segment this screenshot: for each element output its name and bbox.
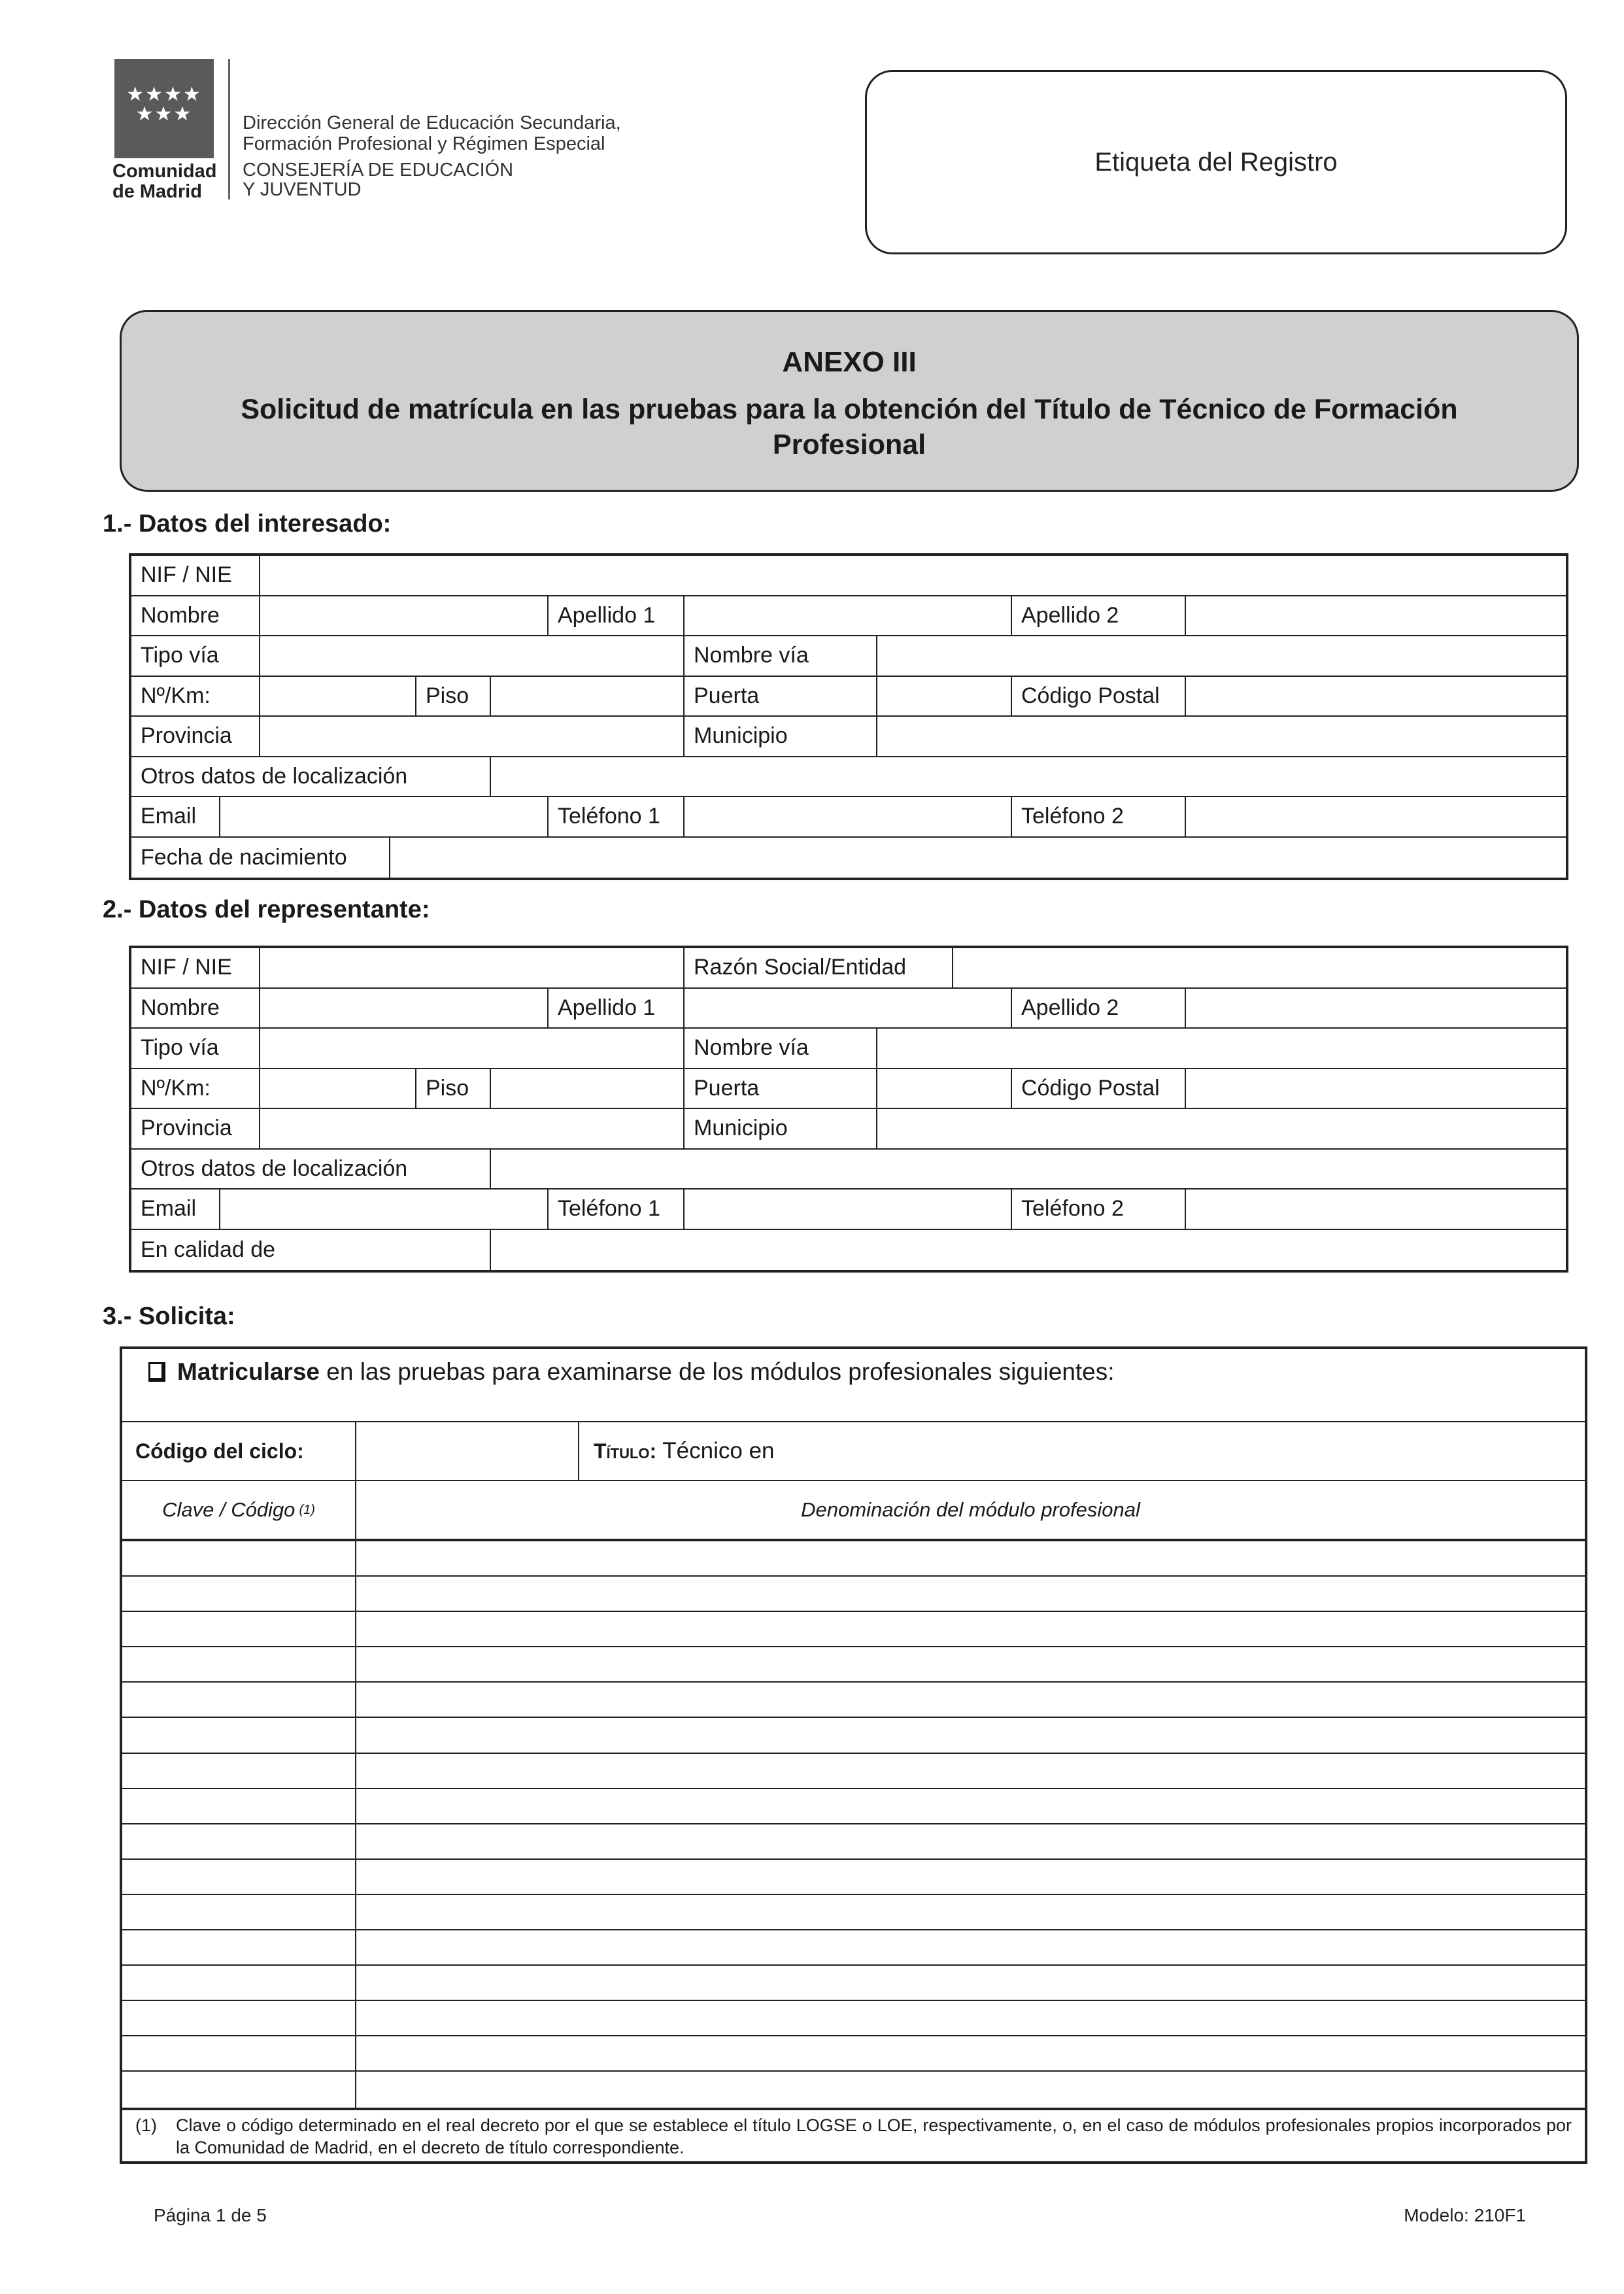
module-code-field[interactable] xyxy=(122,1683,355,1717)
label-nombre: Nombre xyxy=(141,602,220,628)
label-telefono2: Teléfono 2 xyxy=(1011,1190,1185,1229)
module-row xyxy=(122,1930,1585,1966)
footnote xyxy=(122,2108,1585,2161)
label-tipo-via: Tipo vía xyxy=(141,643,219,668)
email-field[interactable] xyxy=(219,797,547,836)
module-code-field[interactable] xyxy=(122,1789,355,1823)
en-calidad-field[interactable] xyxy=(490,1230,1566,1271)
footnote-ref: (1) xyxy=(299,1502,315,1517)
fecha-nacimiento-field[interactable] xyxy=(389,838,1566,878)
label-codigo-ciclo: Código del ciclo: xyxy=(135,1439,304,1463)
module-code-field[interactable] xyxy=(122,1895,355,1929)
label-fecha-nacimiento: Fecha de nacimiento xyxy=(141,844,347,870)
label-telefono1: Teléfono 1 xyxy=(547,797,683,836)
module-name-field[interactable] xyxy=(355,1647,1585,1681)
label-nif: NIF / NIE xyxy=(141,562,232,588)
footnote-number: (1) xyxy=(135,2115,157,2135)
label-piso: Piso xyxy=(415,677,490,716)
module-rows xyxy=(122,1541,1585,2108)
rep-num-km-field[interactable] xyxy=(259,1069,415,1108)
label-nif: NIF / NIE xyxy=(141,955,232,980)
annex-title: ANEXO III xyxy=(782,346,917,378)
label-provincia: Provincia xyxy=(141,1116,232,1141)
module-code-field[interactable] xyxy=(122,2036,355,2070)
rep-otros-field[interactable] xyxy=(490,1150,1566,1189)
module-code-field[interactable] xyxy=(122,1754,355,1788)
module-code-field[interactable] xyxy=(122,1824,355,1858)
nif-field[interactable] xyxy=(259,556,1566,595)
module-name-field[interactable] xyxy=(355,1754,1585,1788)
label-apellido1: Apellido 1 xyxy=(547,989,683,1028)
section1-heading: 1.- Datos del interesado: xyxy=(103,510,392,538)
module-name-field[interactable] xyxy=(355,1966,1585,2000)
num-km-field[interactable] xyxy=(259,677,415,716)
label-num-km: Nº/Km: xyxy=(141,1075,211,1101)
label-apellido2: Apellido 2 xyxy=(1011,989,1185,1028)
label-municipio: Municipio xyxy=(683,717,876,756)
label-en-calidad: En calidad de xyxy=(141,1237,276,1262)
rep-telefono2-field[interactable] xyxy=(1185,1190,1566,1229)
section3-heading: 3.- Solicita: xyxy=(103,1303,235,1330)
label-telefono2: Teléfono 2 xyxy=(1011,797,1185,836)
column-clave-label: Clave / Código xyxy=(162,1498,296,1521)
rep-piso-field[interactable] xyxy=(490,1069,683,1108)
module-row xyxy=(122,1577,1585,1612)
label-provincia: Provincia xyxy=(141,723,232,749)
label-puerta: Puerta xyxy=(683,1069,876,1108)
modules-table xyxy=(120,1346,1587,2164)
module-name-field[interactable] xyxy=(355,1577,1585,1611)
nombre-via-field[interactable] xyxy=(876,636,1566,676)
module-code-field[interactable] xyxy=(122,1541,355,1575)
annex-subtitle xyxy=(122,392,1577,462)
titulo-value: Técnico en xyxy=(656,1438,775,1464)
module-row xyxy=(122,1789,1585,1824)
module-row xyxy=(122,2001,1585,2036)
module-code-field[interactable] xyxy=(122,1966,355,2000)
page-number: Página 1 de 5 xyxy=(154,2205,267,2225)
module-row xyxy=(122,1612,1585,1647)
titulo-field[interactable] xyxy=(578,1422,1585,1480)
registry-label-box xyxy=(865,70,1567,254)
label-email: Email xyxy=(141,1196,197,1222)
rep-email-field[interactable] xyxy=(219,1190,547,1229)
module-name-field[interactable] xyxy=(355,2036,1585,2070)
logo-name-line1: Comunidad xyxy=(112,161,217,182)
codigo-ciclo-field[interactable] xyxy=(355,1422,578,1480)
matricularse-option[interactable] xyxy=(122,1349,1585,1422)
telefono2-field[interactable] xyxy=(1185,797,1566,836)
label-apellido2: Apellido 2 xyxy=(1011,596,1185,636)
label-nombre: Nombre xyxy=(141,995,220,1020)
module-name-field[interactable] xyxy=(355,2072,1585,2107)
annex-header xyxy=(120,310,1579,492)
matricularse-bold: Matricularse xyxy=(177,1358,320,1385)
telefono1-field[interactable] xyxy=(683,797,1011,836)
org-line2: Formación Profesional y Régimen Especial xyxy=(243,133,605,154)
matricularse-text: en las pruebas para examinarse de los módulos profesionales siguientes: xyxy=(320,1358,1115,1385)
logo-name-line2: de Madrid xyxy=(112,181,202,202)
org-line1: Dirección General de Educación Secundaria, xyxy=(243,112,621,133)
annex-subtitle-line2: Profesional xyxy=(772,429,926,460)
rep-apellido2-field[interactable] xyxy=(1185,989,1566,1028)
puerta-field[interactable] xyxy=(876,677,1011,716)
model-number: Modelo: 210F1 xyxy=(1404,2205,1526,2225)
module-name-field[interactable] xyxy=(355,1612,1585,1646)
module-name-field[interactable] xyxy=(355,1895,1585,1929)
checkbox-icon[interactable] xyxy=(148,1362,165,1382)
module-code-field[interactable] xyxy=(122,1718,355,1752)
module-name-field[interactable] xyxy=(355,1824,1585,1858)
codigo-postal-field[interactable] xyxy=(1185,677,1566,716)
apellido2-field[interactable] xyxy=(1185,596,1566,636)
rep-municipio-field[interactable] xyxy=(876,1109,1566,1148)
rep-apellido1-field[interactable] xyxy=(683,989,1011,1028)
label-piso: Piso xyxy=(415,1069,490,1108)
rep-telefono1-field[interactable] xyxy=(683,1190,1011,1229)
registry-label: Etiqueta del Registro xyxy=(1094,147,1338,177)
dept-line2: Y JUVENTUD xyxy=(243,179,362,200)
annex-subtitle-line1: Solicitud de matrícula en las pruebas para la obtención del Título de Técnico de Formación xyxy=(241,394,1458,425)
module-row xyxy=(122,1647,1585,1683)
rep-nombre-via-field[interactable] xyxy=(876,1029,1566,1068)
label-otros: Otros datos de localización xyxy=(141,763,408,789)
label-codigo-postal: Código Postal xyxy=(1011,677,1185,716)
footnote-text: Clave o código determinado en el real decreto por el que se establece el título LOGSE o LOE, respectivamente, o, en el caso de módulos profesionales propios incorporados por la Comunidad de Madrid, en el decreto de título correspondiente. xyxy=(176,2115,1572,2157)
representative-table xyxy=(129,946,1568,1273)
organization xyxy=(243,112,621,154)
label-apellido1: Apellido 1 xyxy=(547,596,683,636)
module-code-field[interactable] xyxy=(122,1930,355,1964)
section2-heading: 2.- Datos del representante: xyxy=(103,896,430,923)
module-name-field[interactable] xyxy=(355,1930,1585,1964)
module-name-field[interactable] xyxy=(355,1541,1585,1575)
label-otros: Otros datos de localización xyxy=(141,1156,408,1181)
label-nombre-via: Nombre vía xyxy=(683,1029,876,1068)
titulo-label: Título: xyxy=(594,1439,657,1463)
module-row xyxy=(122,2036,1585,2072)
dept-line1: CONSEJERÍA DE EDUCACIÓN xyxy=(243,160,514,180)
module-row xyxy=(122,2072,1585,2107)
module-row xyxy=(122,1966,1585,2001)
module-row xyxy=(122,1541,1585,1577)
module-row xyxy=(122,1683,1585,1718)
label-nombre-via: Nombre vía xyxy=(683,636,876,676)
rep-nif-field[interactable] xyxy=(259,948,683,987)
module-code-field[interactable] xyxy=(122,2001,355,2035)
rep-tipo-via-field[interactable] xyxy=(259,1029,683,1068)
logo-divider xyxy=(228,59,230,199)
logo-stars-icon: ★★★★ ★★★ xyxy=(126,84,202,125)
module-row xyxy=(122,1718,1585,1753)
rep-nombre-field[interactable] xyxy=(259,989,547,1028)
module-name-field[interactable] xyxy=(355,1789,1585,1823)
module-name-field[interactable] xyxy=(355,1860,1585,1894)
piso-field[interactable] xyxy=(490,677,683,716)
label-municipio: Municipio xyxy=(683,1109,876,1148)
razon-social-field[interactable] xyxy=(952,948,1566,987)
module-code-field[interactable] xyxy=(122,1577,355,1611)
module-row xyxy=(122,1895,1585,1930)
label-email: Email xyxy=(141,804,197,829)
provincia-field[interactable] xyxy=(259,717,683,756)
module-name-field[interactable] xyxy=(355,1683,1585,1717)
label-puerta: Puerta xyxy=(683,677,876,716)
module-code-field[interactable] xyxy=(122,1860,355,1894)
label-razon-social: Razón Social/Entidad xyxy=(683,948,952,987)
column-denominacion: Denominación del módulo profesional xyxy=(355,1481,1585,1539)
module-name-field[interactable] xyxy=(355,2001,1585,2035)
module-code-field[interactable] xyxy=(122,1647,355,1681)
module-code-field[interactable] xyxy=(122,2072,355,2107)
module-name-field[interactable] xyxy=(355,1718,1585,1752)
label-telefono1: Teléfono 1 xyxy=(547,1190,683,1229)
applicant-table xyxy=(129,553,1568,880)
apellido1-field[interactable] xyxy=(683,596,1011,636)
department xyxy=(243,160,513,199)
rep-codigo-postal-field[interactable] xyxy=(1185,1069,1566,1108)
label-codigo-postal: Código Postal xyxy=(1011,1069,1185,1108)
nombre-field[interactable] xyxy=(259,596,547,636)
label-num-km: Nº/Km: xyxy=(141,683,211,708)
module-row xyxy=(122,1824,1585,1860)
rep-puerta-field[interactable] xyxy=(876,1069,1011,1108)
label-tipo-via: Tipo vía xyxy=(141,1035,219,1061)
module-row xyxy=(122,1754,1585,1789)
module-code-field[interactable] xyxy=(122,1612,355,1646)
rep-provincia-field[interactable] xyxy=(259,1109,683,1148)
otros-field[interactable] xyxy=(490,757,1566,796)
municipio-field[interactable] xyxy=(876,717,1566,756)
module-row xyxy=(122,1860,1585,1895)
column-clave xyxy=(122,1481,355,1539)
logo-name xyxy=(112,162,217,202)
tipo-via-field[interactable] xyxy=(259,636,683,676)
